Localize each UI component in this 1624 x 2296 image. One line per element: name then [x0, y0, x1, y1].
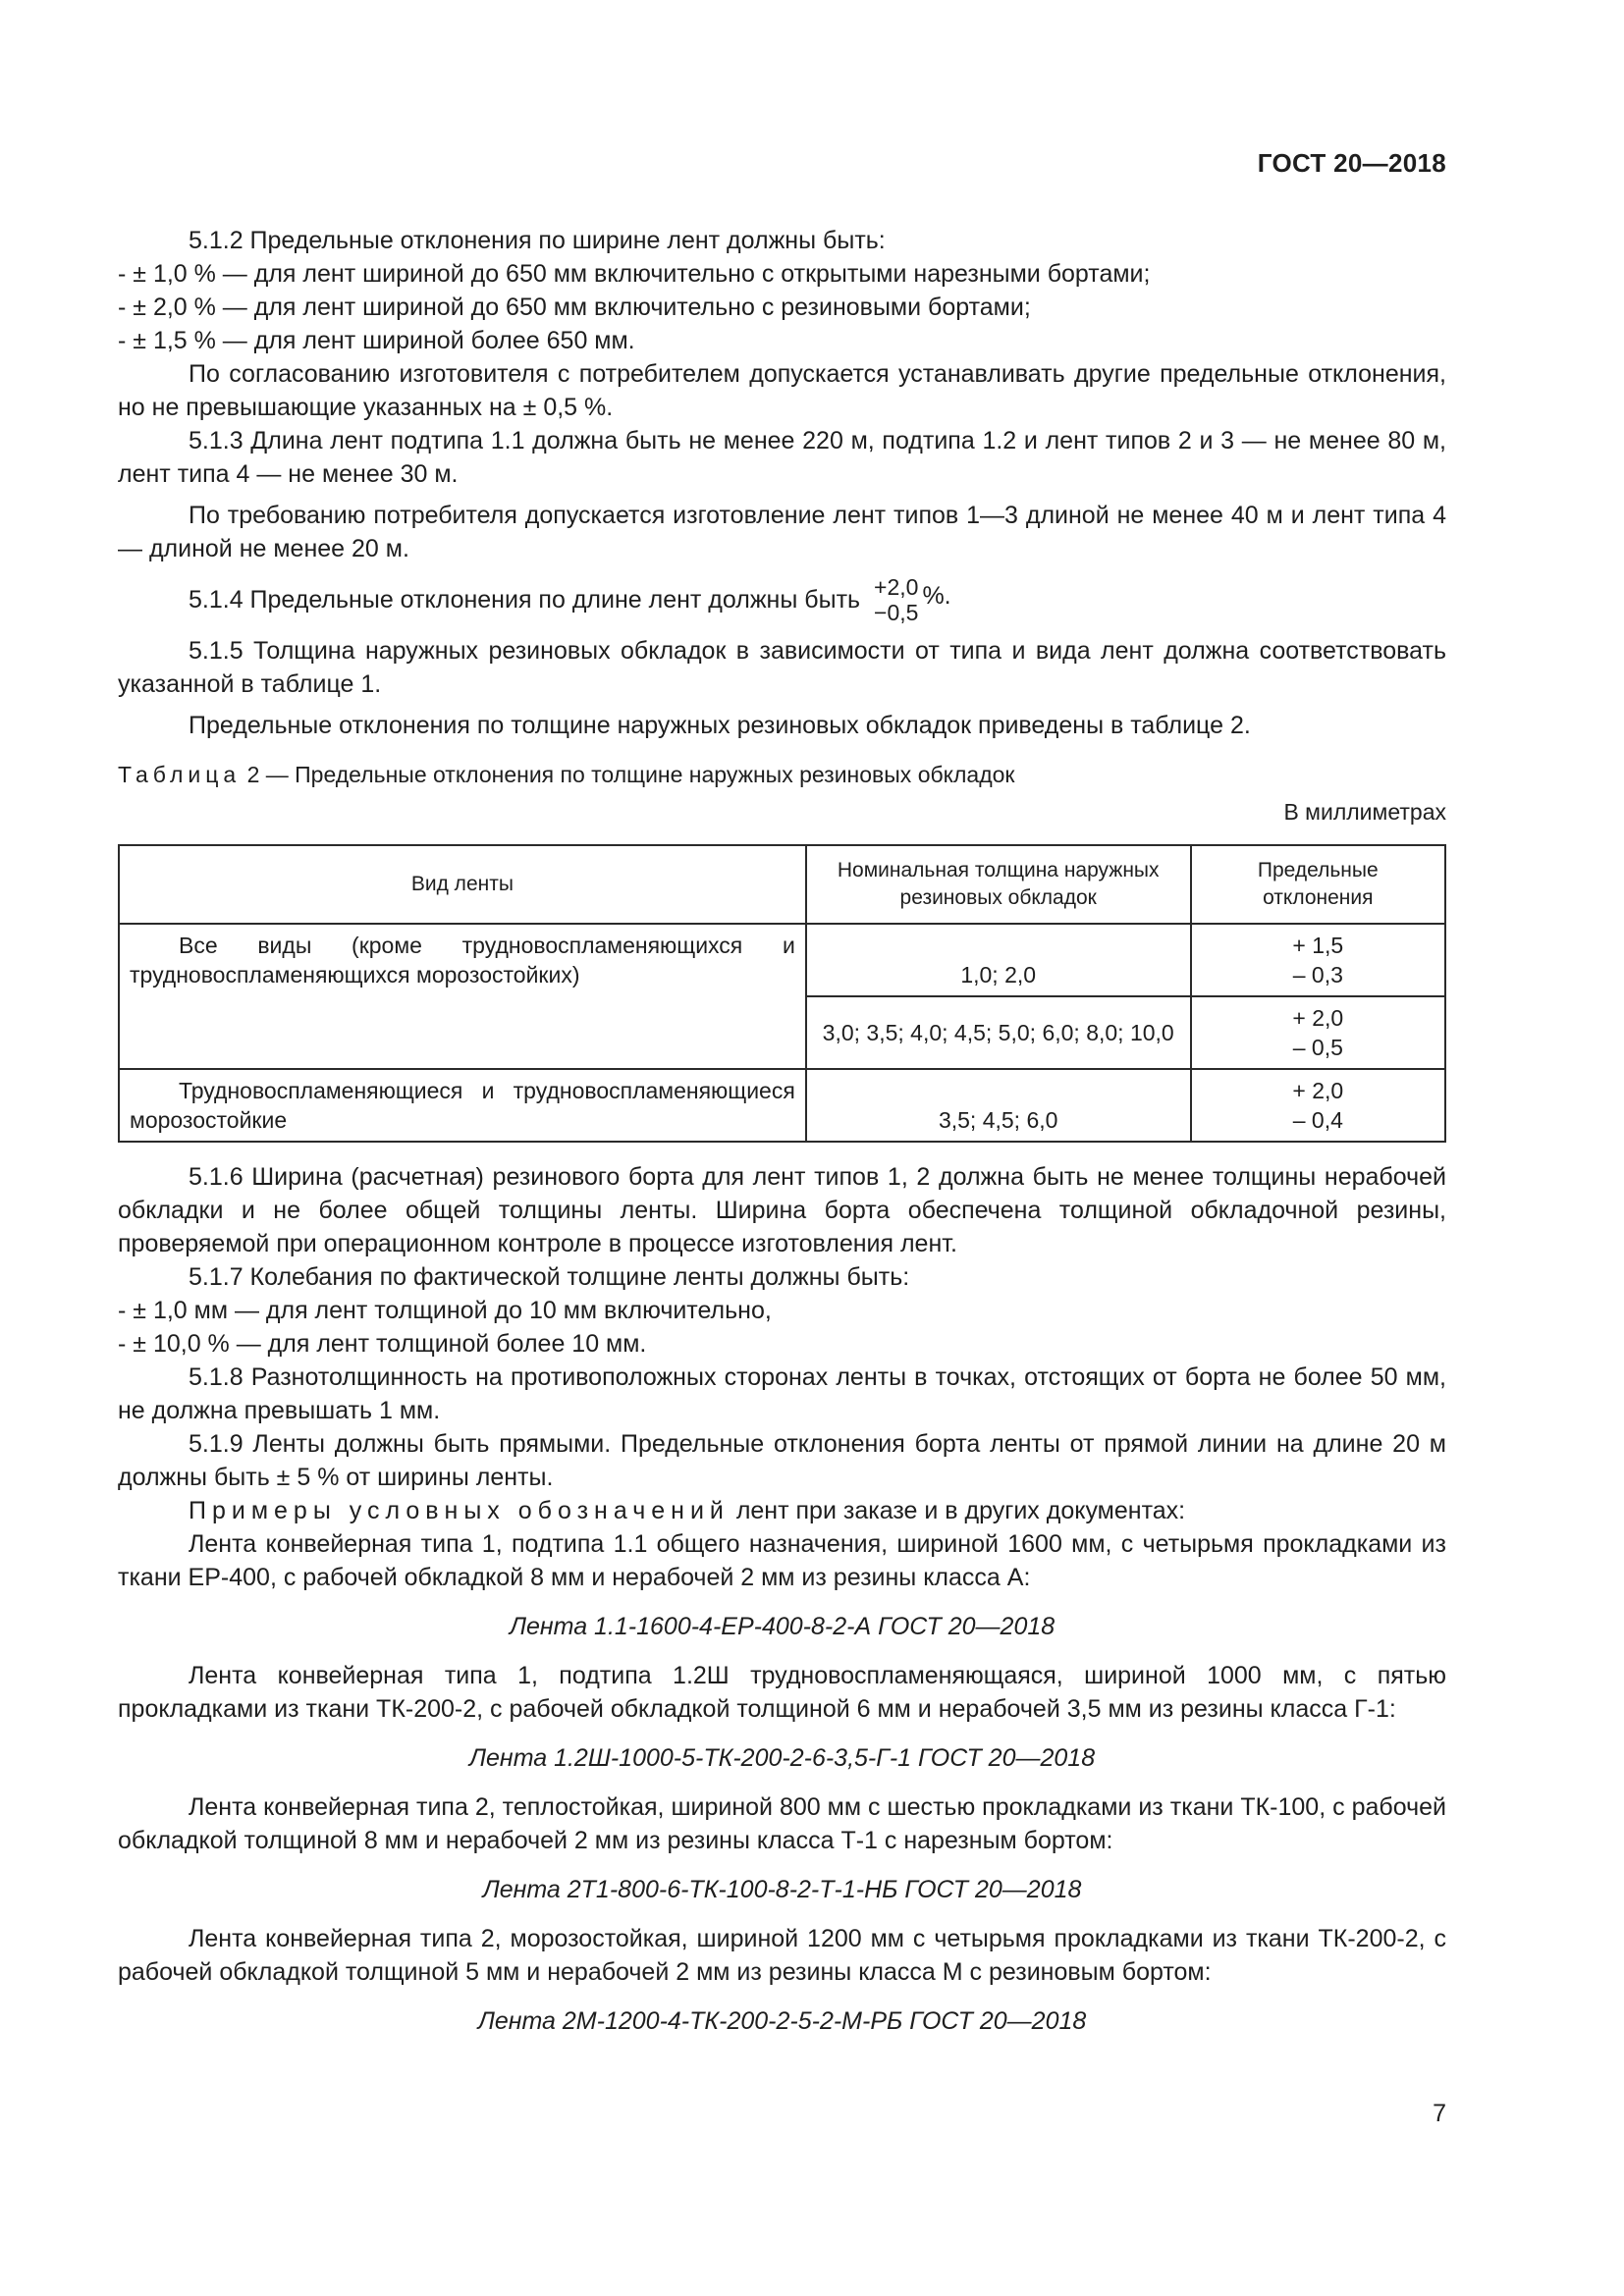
cell-nominal: 3,0; 3,5; 4,0; 4,5; 5,0; 6,0; 8,0; 10,0	[806, 996, 1191, 1069]
table-caption-word: Таблица	[118, 762, 242, 787]
examples-heading	[118, 1494, 1446, 1527]
cell-deviation	[1191, 924, 1445, 996]
example-4-text: Лента конвейерная типа 2, морозостойкая, шириной 1200 мм с четырьмя прокладками из ткани ТК-200-2, с рабочей обкладкой толщиной 5 мм и нерабочей 2 мм из резины класса М с резиновым бортом:	[118, 1925, 1446, 1986]
header-belt-kind: Вид ленты	[119, 845, 806, 924]
clause-5-1-6: 5.1.6 Ширина (расчетная) резинового борта для лент типов 1, 2 должна быть не менее толщины нерабочей обкладки и не более общей толщины ленты. Ширина борта обеспечена толщиной обкладочной резины, проверяемой при операционном контроле в процессе изготовления лент.	[118, 1163, 1446, 1257]
table-2	[118, 844, 1446, 1143]
clause-5-1-2-note: По согласованию изготовителя с потребителем допускается устанавливать другие предельные отклонения, но не превышающие указанных на ± 0,5 %.	[118, 360, 1446, 421]
table-2-unit-note: В миллиметрах	[1283, 799, 1446, 825]
clause-5-1-3: 5.1.3 Длина лент подтипа 1.1 должна быть не менее 220 м, подтипа 1.2 и лент типов 2 и 3 — не менее 80 м, лент типа 4 — не менее 30 м.	[118, 427, 1446, 488]
clause-5-1-5-note: Предельные отклонения по толщине наружных резиновых обкладок приведены в таблице 2.	[189, 712, 1251, 739]
document-body	[118, 224, 1446, 2054]
example-1-text: Лента конвейерная типа 1, подтипа 1.1 общего назначения, шириной 1600 мм, с четырьмя прокладками из ткани ЕР-400, с рабочей обкладкой 8 мм и нерабочей 2 мм из резины класса А:	[118, 1530, 1446, 1591]
length-tolerance	[874, 574, 918, 625]
clause-5-1-7-item-b: - ± 10,0 % — для лент толщиной более 10 мм.	[118, 1330, 647, 1358]
clause-5-1-4-text: 5.1.4 Предельные отклонения по длине лент должны быть	[189, 586, 861, 614]
deviation-lower: – 0,5	[1292, 1035, 1343, 1060]
table-caption-text: 2 — Предельные отклонения по толщине наружных резиновых обкладок	[241, 762, 1015, 787]
cell-nominal: 1,0; 2,0	[806, 924, 1191, 996]
deviation-upper: + 2,0	[1292, 1078, 1344, 1103]
table-row	[119, 1069, 1445, 1142]
examples-heading-spaced: Примеры условных обозначений	[189, 1497, 730, 1524]
deviation-lower: – 0,4	[1292, 1107, 1343, 1133]
table-2-caption	[118, 758, 1446, 791]
clause-5-1-7-item-a: - ± 1,0 мм — для лент толщиной до 10 мм включительно,	[118, 1297, 772, 1324]
clause-5-1-7: 5.1.7 Колебания по фактической толщине ленты должны быть:	[189, 1263, 910, 1291]
clause-5-1-4	[118, 573, 1446, 626]
clause-5-1-5: 5.1.5 Толщина наружных резиновых обкладок в зависимости от типа и вида лент должна соответствовать указанной в таблице 1.	[118, 637, 1446, 698]
page-number: 7	[1433, 2100, 1446, 2127]
clause-5-1-3-note: По требованию потребителя допускается изготовление лент типов 1—3 длиной не менее 40 м и лент типа 4 — длиной не менее 20 м.	[118, 502, 1446, 562]
deviation-upper: + 2,0	[1292, 1005, 1344, 1031]
cell-kind: Все виды (кроме трудновоспламеняющихся и трудновоспламеняющихся морозостойких)	[119, 924, 806, 1069]
clause-5-1-2-item-a: - ± 1,0 % — для лент шириной до 650 мм включительно с открытыми нарезными бортами;	[118, 260, 1151, 288]
cell-kind: Трудновоспламеняющиеся и трудновоспламеняющиеся морозостойкие	[119, 1069, 806, 1142]
example-3-text: Лента конвейерная типа 2, теплостойкая, шириной 800 мм с шестью прокладками из ткани ТК-100, с рабочей обкладкой толщиной 8 мм и нерабочей 2 мм из резины класса Т-1 с нарезным бортом:	[118, 1793, 1446, 1854]
deviation-lower: – 0,3	[1292, 962, 1343, 988]
example-2-designation: Лента 1.2Ш-1000-5-ТК-200-2-6-3,5-Г-1 ГОСТ 20—2018	[468, 1744, 1096, 1772]
tolerance-upper: +2,0	[874, 574, 919, 600]
examples-heading-rest: лент при заказе и в других документах:	[729, 1497, 1186, 1524]
cell-deviation	[1191, 1069, 1445, 1142]
header-nominal-thickness: Номинальная толщина наружных резиновых обкладок	[806, 845, 1191, 924]
example-1-designation: Лента 1.1-1600-4-ЕР-400-8-2-А ГОСТ 20—2018	[509, 1613, 1056, 1640]
example-2-text: Лента конвейерная типа 1, подтипа 1.2Ш трудновоспламеняющаяся, шириной 1000 мм, с пятью прокладками из ткани ТК-200-2, с рабочей обкладкой толщиной 6 мм и нерабочей 3,5 мм из резины класса Г-1:	[118, 1662, 1446, 1723]
cell-nominal: 3,5; 4,5; 6,0	[806, 1069, 1191, 1142]
clause-5-1-8: 5.1.8 Разнотолщинность на противоположных сторонах ленты в точках, отстоящих от борта не более 50 мм, не должна превышать 1 мм.	[118, 1363, 1446, 1424]
example-4-designation: Лента 2М-1200-4-ТК-200-2-5-2-М-РБ ГОСТ 20—2018	[477, 2007, 1087, 2035]
cell-deviation	[1191, 996, 1445, 1069]
clause-5-1-2: 5.1.2 Предельные отклонения по ширине лент должны быть:	[189, 227, 886, 254]
clause-5-1-9: 5.1.9 Ленты должны быть прямыми. Предельные отклонения борта ленты от прямой линии на длине 20 м должны быть ± 5 % от ширины ленты.	[118, 1430, 1446, 1491]
tolerance-unit: %.	[922, 582, 951, 610]
clause-5-1-2-item-c: - ± 1,5 % — для лент шириной более 650 мм.	[118, 327, 635, 354]
clause-5-1-2-item-b: - ± 2,0 % — для лент шириной до 650 мм включительно с резиновыми бортами;	[118, 294, 1031, 321]
document-id-header: ГОСТ 20—2018	[1257, 148, 1446, 178]
table-row	[119, 924, 1445, 996]
example-3-designation: Лента 2Т1-800-6-ТК-100-8-2-Т-1-НБ ГОСТ 20—2018	[482, 1876, 1082, 1903]
header-deviations: Предельные отклонения	[1191, 845, 1445, 924]
deviation-upper: + 1,5	[1292, 933, 1344, 958]
table-header-row	[119, 845, 1445, 924]
tolerance-lower: −0,5	[874, 600, 919, 625]
